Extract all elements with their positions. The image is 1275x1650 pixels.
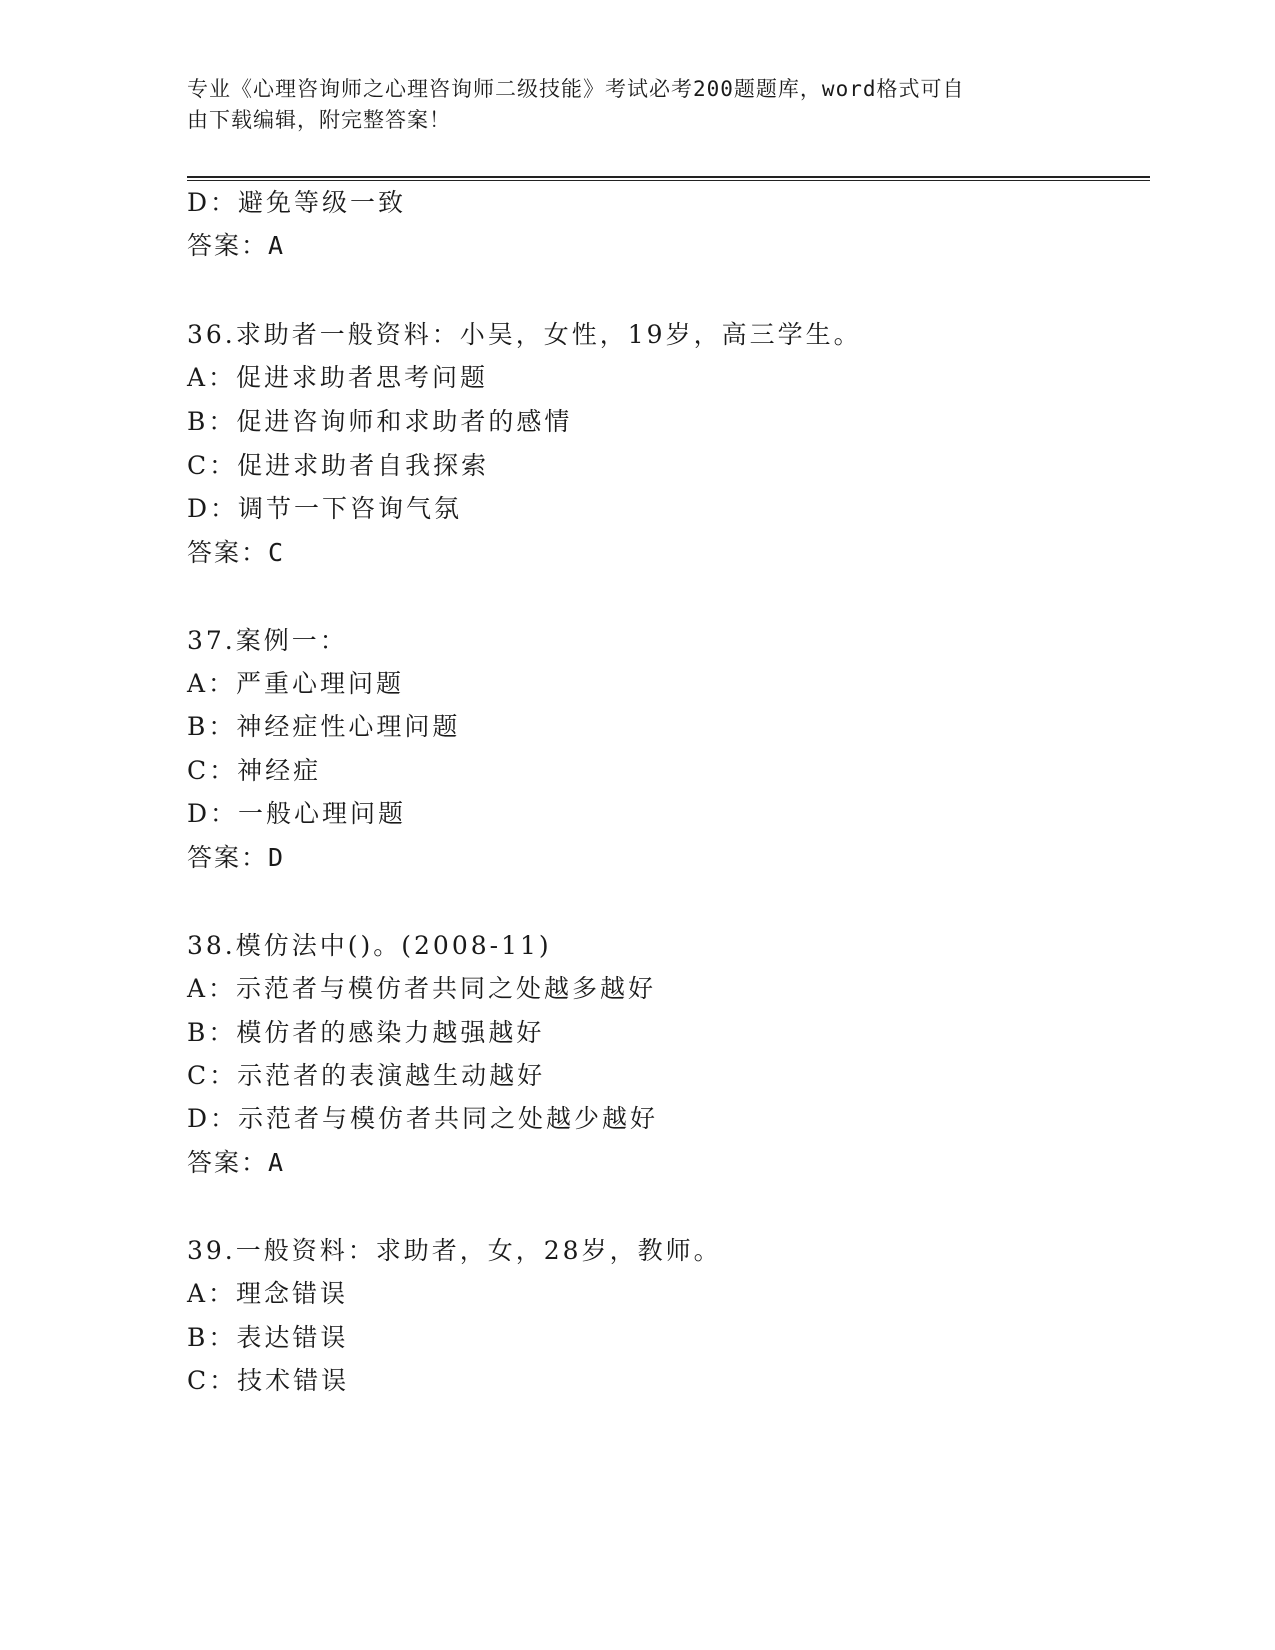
answer-value: D [268,843,286,872]
question-38-option-b: B：模仿者的感染力越强越好 [187,1018,545,1047]
question-39-option-a: A：理念错误 [187,1279,349,1308]
header-divider [187,176,1150,181]
question-36-answer [187,538,285,568]
question-39-option-b: B：表达错误 [187,1323,349,1352]
question-39-stem: 39.一般资料：求助者，女，28岁，教师。 [187,1236,722,1265]
question-38-option-c: C：示范者的表演越生动越好 [187,1061,546,1090]
question-37-option-a: A：严重心理问题 [187,669,405,698]
document-header [187,74,1067,136]
question-37-option-d: D：一般心理问题 [187,799,407,828]
prev-option-d: D：避免等级一致 [187,188,407,217]
question-38-answer [187,1148,285,1178]
prev-answer [187,231,285,261]
question-36-stem: 36.求助者一般资料：小吴，女性，19岁，高三学生。 [187,320,862,349]
answer-label: 答案： [187,1148,269,1177]
question-36-option-b: B：促进咨询师和求助者的感情 [187,407,573,436]
answer-label: 答案： [187,231,269,260]
header-line-1: 专业《心理咨询师之心理咨询师二级技能》考试必考200题题库，word格式可自 [187,77,965,101]
answer-label: 答案： [187,843,269,872]
question-38-option-a: A：示范者与模仿者共同之处越多越好 [187,974,657,1003]
question-37-stem: 37.案例一： [187,626,348,655]
answer-value: A [268,1148,286,1177]
question-36-option-a: A：促进求助者思考问题 [187,363,489,392]
question-37-option-c: C：神经症 [187,756,322,785]
header-line-2: 由下载编辑，附完整答案！ [187,108,451,132]
question-36-option-c: C：促进求助者自我探索 [187,451,490,480]
question-37-answer [187,843,285,873]
question-37-option-b: B：神经症性心理问题 [187,712,461,741]
question-39-option-c: C：技术错误 [187,1366,350,1395]
answer-value: A [268,231,286,260]
question-38-stem: 38.模仿法中()。(2008-11) [187,931,552,960]
question-38-option-d: D：示范者与模仿者共同之处越少越好 [187,1104,659,1133]
answer-label: 答案： [187,538,269,567]
question-36-option-d: D：调节一下咨询气氛 [187,494,463,523]
answer-value: C [268,538,286,567]
